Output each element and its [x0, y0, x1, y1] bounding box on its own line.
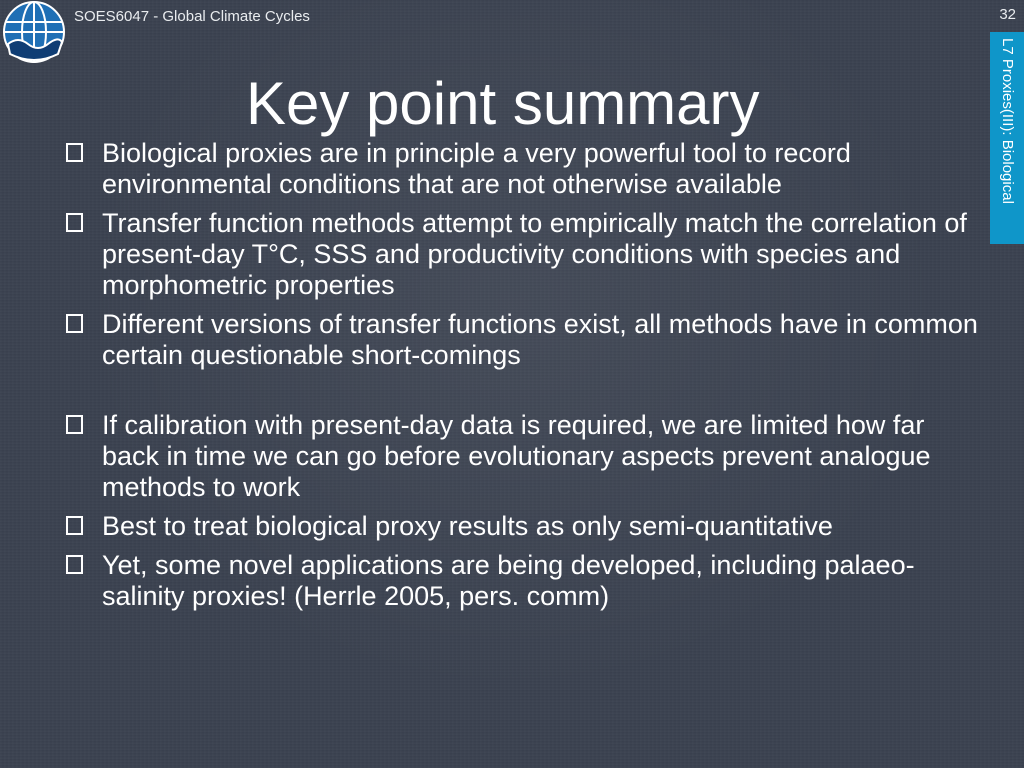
bullet-text: Different versions of transfer functions exist, all methods have in common certain questionable short-comings [102, 309, 978, 370]
square-box-icon [66, 415, 83, 434]
bullet-text: Best to treat biological proxy results as only semi-quantitative [102, 511, 833, 541]
slide-number: 32 [999, 6, 1016, 23]
square-box-icon [66, 314, 83, 333]
bullet-text: If calibration with present-day data is required, we are limited how far back in time we can go before evolutionary aspects prevent analogue methods to work [102, 410, 931, 502]
square-box-icon [66, 143, 83, 162]
square-box-icon [66, 213, 83, 232]
bullet-item [64, 208, 984, 301]
bullet-item [64, 550, 984, 612]
bullet-item [64, 138, 984, 200]
bullet-item [64, 410, 984, 503]
slide-title: Key point summary [246, 70, 760, 137]
square-box-icon [66, 555, 83, 574]
bullet-text: Yet, some novel applications are being developed, including palaeo-salinity proxies! (Herrle 2005, pers. comm) [102, 550, 915, 611]
bullet-text: Biological proxies are in principle a very powerful tool to record environmental conditions that are not otherwise available [102, 138, 851, 199]
bullet-text: Transfer function methods attempt to empirically match the correlation of present-day T°C, SSS and productivity conditions with species and morphometric properties [102, 208, 967, 300]
bullet-item [64, 309, 984, 371]
course-title: SOES6047 - Global Climate Cycles [74, 8, 310, 25]
lecture-side-tab-label: L7 Proxies(III): Biological [999, 38, 1016, 204]
square-box-icon [66, 516, 83, 535]
bullet-item [64, 511, 984, 542]
lecture-side-tab [990, 32, 1024, 244]
bullet-list-primary [64, 138, 984, 379]
globe-logo [2, 0, 66, 64]
bullet-list-secondary [64, 410, 984, 620]
